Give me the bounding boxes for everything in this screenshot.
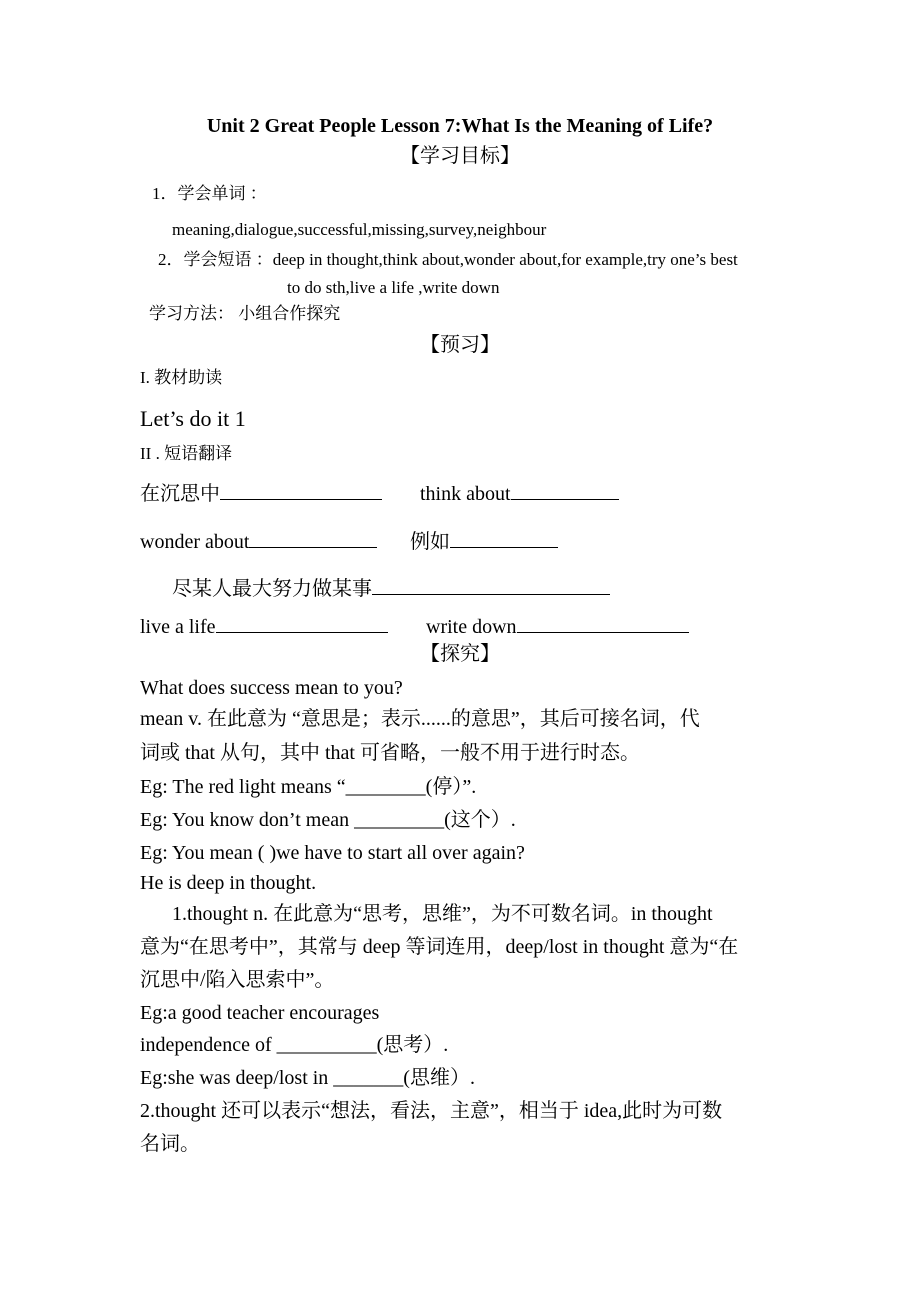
- phrase-label: wonder about: [140, 531, 250, 553]
- example-2: Eg: You know don’t mean _________(这个）.: [140, 809, 516, 831]
- example-5: Eg:she was deep/lost in _______(思维）.: [140, 1067, 475, 1089]
- goal-item-1-words: meaning,dialogue,successful,missing,survey,neighbour: [172, 220, 547, 239]
- answer-blank[interactable]: [220, 481, 382, 500]
- answer-blank[interactable]: [249, 529, 377, 548]
- phrase-row-4b: [426, 614, 689, 637]
- phrase-label: 尽某人最大努力做某事: [172, 578, 372, 600]
- phrase-label: think about: [420, 483, 511, 505]
- example-1: Eg: The red light means “________(停）”.: [140, 776, 477, 798]
- phrase-row-1b: [420, 481, 619, 504]
- goal-item-2-label: 2．学会短语 ：deep in thought,think about,wonder about,for example,try one’s best: [158, 250, 738, 269]
- answer-blank[interactable]: [450, 529, 558, 548]
- section-heading-explore: 【探究】: [420, 643, 500, 665]
- learning-method: 学习方法： 小组合作探究: [149, 304, 341, 323]
- phrase-row-1: [140, 481, 382, 504]
- phrase-label: live a life: [140, 616, 216, 638]
- example-4b: independence of __________(思考）.: [140, 1034, 449, 1056]
- phrase-label: 例如: [410, 531, 450, 553]
- goal-item-2-cont: to do sth,live a life ,write down: [287, 278, 500, 297]
- phrase-row-4: [140, 614, 388, 637]
- phrase-label: write down: [426, 616, 517, 638]
- thought-explanation-3: 沉思中/陷入思索中”。: [140, 969, 335, 991]
- thought-meaning-2-line-1: 2.thought 还可以表示“想法，看法，主意”，相当于 idea,此时为可数: [140, 1100, 723, 1122]
- answer-blank[interactable]: [372, 576, 610, 595]
- phrase-row-2b: [410, 529, 558, 552]
- example-3: Eg: You mean ( )we have to start all over again?: [140, 842, 525, 864]
- section-heading-preview: 【预习】: [420, 334, 500, 356]
- answer-blank[interactable]: [517, 614, 689, 633]
- phrase-label: 在沉思中: [140, 483, 220, 505]
- deep-sentence: He is deep in thought.: [140, 872, 317, 894]
- mean-explanation-2: 词或 that 从句，其中 that 可省略，一般不用于进行时态。: [140, 742, 640, 764]
- thought-meaning-2-line-2: 名词。: [140, 1133, 200, 1155]
- page-title: Unit 2 Great People Lesson 7:What Is the Meaning of Life?: [206, 115, 714, 137]
- explore-question: What does success mean to you?: [140, 677, 403, 699]
- thought-explanation-1: 1.thought n. 在此意为“思考，思维”，为不可数名词。in thought: [172, 903, 713, 925]
- example-4a: Eg:a good teacher encourages: [140, 1002, 380, 1024]
- preview-part-2: II . 短语翻译: [140, 444, 233, 463]
- goal-item-1-label: 1．学会单词 ：: [152, 184, 267, 203]
- thought-explanation-2: 意为“在思考中”，其常与 deep 等词连用，deep/lost in thought 意为“在: [140, 936, 739, 958]
- preview-part-1: I. 教材助读: [140, 368, 223, 387]
- phrase-row-3: [172, 576, 610, 599]
- answer-blank[interactable]: [511, 481, 619, 500]
- answer-blank[interactable]: [216, 614, 388, 633]
- lets-do-it-heading: Let’s do it 1: [140, 406, 246, 431]
- phrase-row-2: [140, 529, 377, 552]
- mean-explanation-1: mean v. 在此意为 “意思是；表示......的意思”，其后可接名词，代: [140, 708, 700, 730]
- section-heading-goals: 【学习目标】: [400, 145, 520, 167]
